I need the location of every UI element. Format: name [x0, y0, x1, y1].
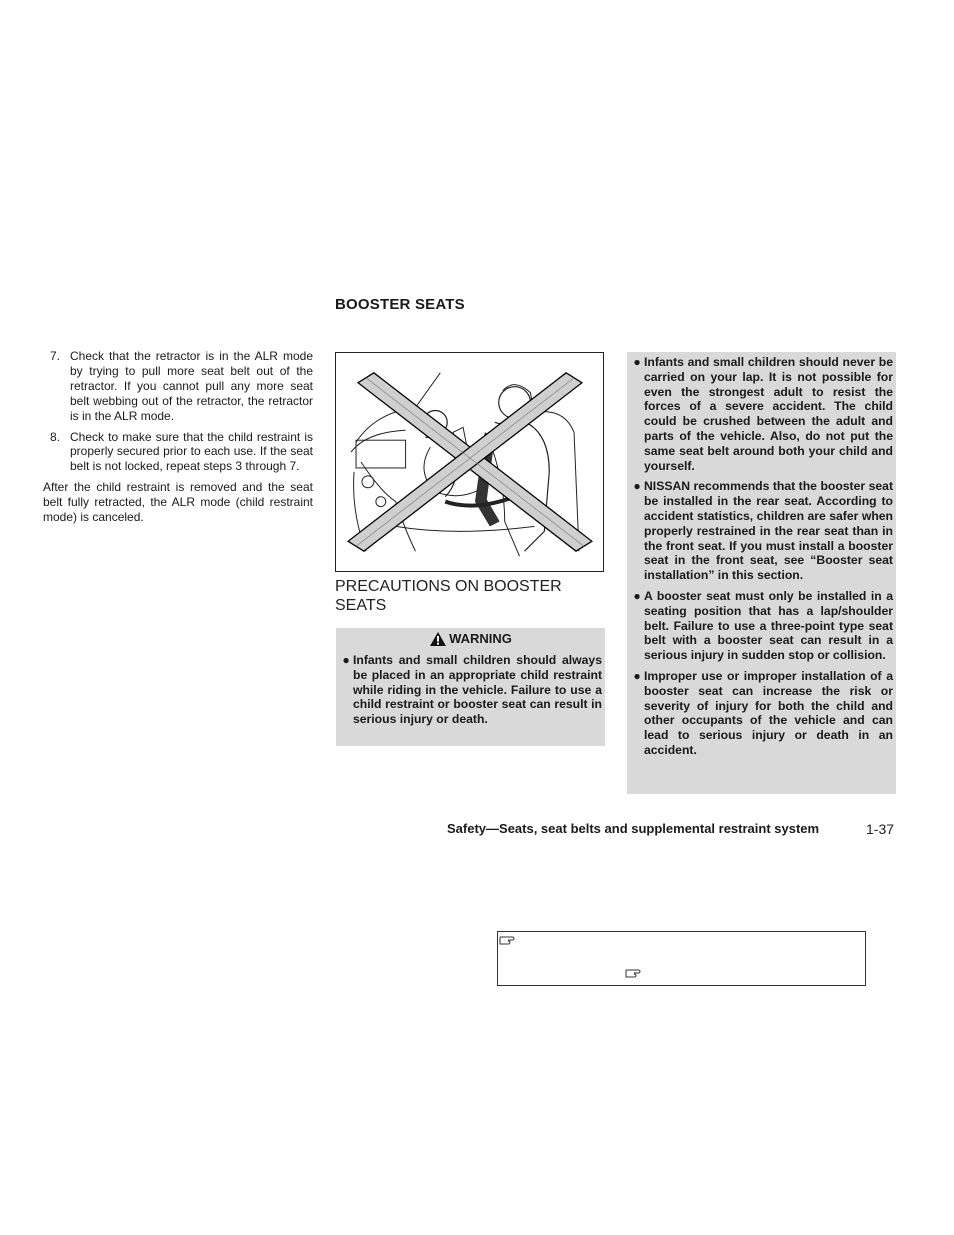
warning-item-text: Improper use or improper installation of a booster seat can increase the risk or severity of injury for both the child and other occupants of the vehicle and can lead to serious injury or death in an accident. — [644, 668, 893, 757]
warning-item — [630, 479, 893, 583]
step-item — [43, 349, 313, 424]
bullet-icon: ● — [633, 588, 641, 603]
closing-paragraph: After the child restraint is removed and the seat belt fully retracted, the ALR mode (child restraint mode) is canceled. — [43, 480, 313, 525]
warning-triangle-icon — [429, 631, 447, 647]
step-text: Check that the retractor is in the ALR mode by trying to pull more seat belt out of the retractor. If you cannot pull any more seat belt webbing out of the retractor, the retractor is in the ALR mode. — [70, 349, 313, 423]
bookmark-frame — [497, 931, 866, 986]
warning-box — [336, 628, 605, 746]
warning-header — [336, 628, 605, 649]
warning-item — [339, 653, 602, 727]
warning-item — [630, 669, 893, 758]
pointing-hand-icon[interactable] — [499, 933, 519, 951]
pointing-hand-icon[interactable] — [625, 966, 645, 984]
step-text: Check to make sure that the child restraint is properly secured prior to each use. If the seat belt is not locked, repeat steps 3 through 7. — [70, 429, 313, 474]
warning-item-text: Infants and small children should never be carried on your lap. It is not possible for even the strongest adult to resist the forces of a severe accident. The child could be crushed between the adult and parts of the vehicle. Also, do not put the same seat belt around both your child and yourself. — [644, 355, 893, 473]
right-warning-column — [627, 352, 896, 794]
warning-item-text: Infants and small children should always be placed in an appropriate child restraint while riding in the vehicle. Failure to use a child restraint or booster seat can result in serious injury or death. — [353, 653, 602, 727]
warning-item — [630, 355, 893, 473]
bullet-icon: ● — [633, 355, 641, 369]
bullet-icon: ● — [633, 479, 641, 494]
section-title: BOOSTER SEATS — [335, 296, 465, 313]
step-item — [43, 430, 313, 475]
step-number: 7. — [50, 349, 61, 363]
warning-title: WARNING — [449, 631, 512, 646]
left-column — [43, 349, 313, 525]
bullet-icon: ● — [633, 668, 641, 683]
crossed-out-child-on-lap-illustration — [335, 352, 604, 572]
page-number: 1-37 — [866, 821, 895, 837]
warning-item — [630, 589, 893, 663]
warning-item-text: NISSAN recommends that the booster seat be installed in the rear seat. According to accident statistics, children are safer when properly restrained in the rear seat than in the front seat. If you must install a booster seat in the front seat, see “Booster seat installation” in this section. — [644, 479, 893, 583]
warning-item-text: A booster seat must only be installed in a seating position that has a lap/shoulder belt. Failure to use a three-point type seat belt with a booster seat can result in a serious injury in sudden stop or collision. — [644, 588, 893, 663]
bullet-icon: ● — [342, 653, 350, 667]
footer-title: Safety—Seats, seat belts and supplemental restraint system — [447, 821, 820, 836]
step-number: 8. — [50, 429, 61, 444]
precautions-subheading: PRECAUTIONS ON BOOSTER SEATS — [335, 578, 562, 614]
